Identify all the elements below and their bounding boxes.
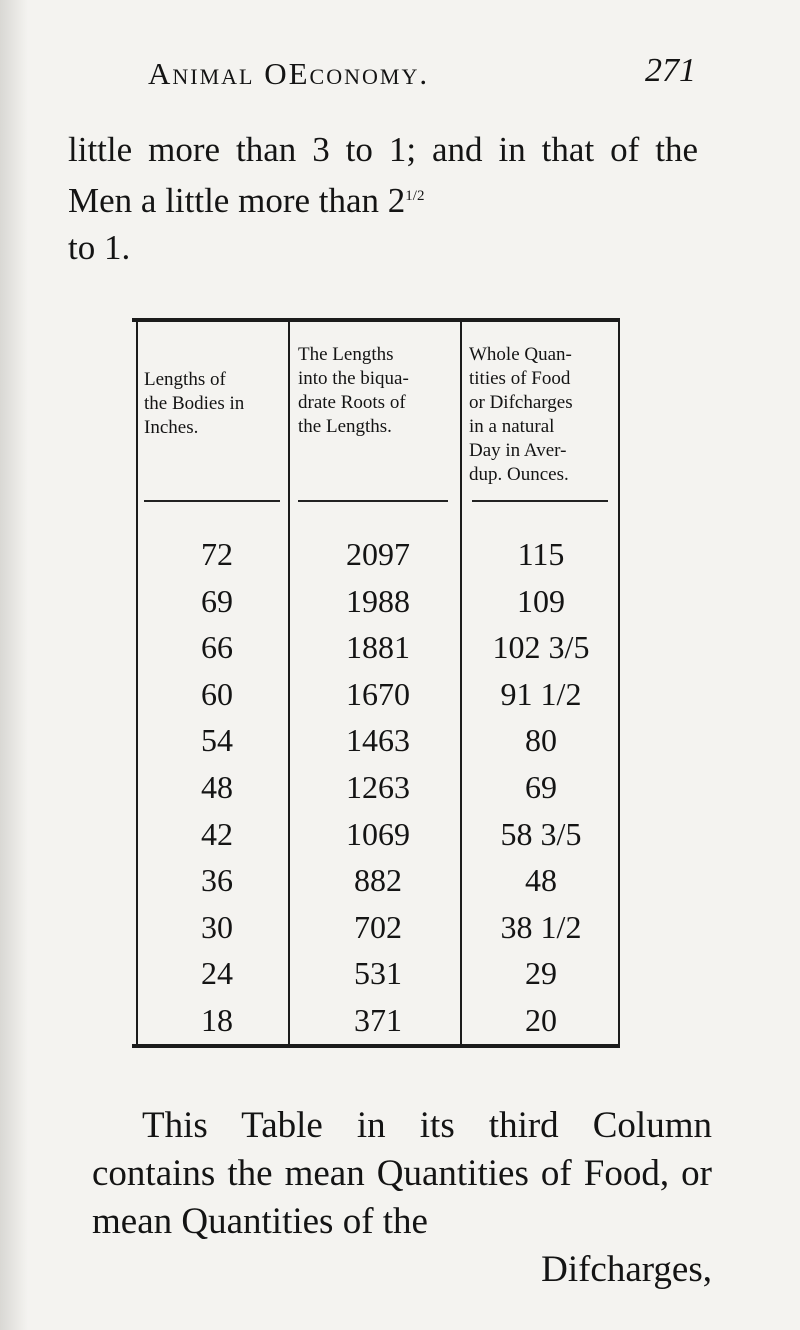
cell-root: 1263 bbox=[346, 769, 410, 805]
column-header-lengths: Lengths of the Bodies in Inches. bbox=[144, 369, 245, 438]
cell-length: 42 bbox=[201, 815, 233, 852]
catchword: Difcharges, bbox=[541, 1249, 712, 1290]
column-divider bbox=[460, 322, 462, 1044]
cell-root: 1881 bbox=[346, 629, 410, 666]
cell-root: 1670 bbox=[346, 675, 410, 712]
column-header-quantities: Whole Quan- tities of Food or Difcharges in a natural Day in Aver- dup. Ounces. bbox=[469, 344, 573, 485]
binding-shadow bbox=[0, 0, 28, 1330]
cell-length: 54 bbox=[201, 722, 233, 759]
cell-length: 36 bbox=[201, 862, 233, 899]
cell-length: 30 bbox=[201, 908, 233, 945]
table-bottom-rule bbox=[132, 1044, 620, 1048]
header-underline bbox=[472, 500, 608, 502]
header-underline bbox=[144, 500, 280, 502]
cell-quantity: 58 3/5 bbox=[500, 815, 582, 852]
paragraph-top bbox=[68, 126, 698, 271]
cell-root: 371 bbox=[354, 1002, 402, 1038]
cell-root: 1988 bbox=[346, 582, 410, 619]
running-head-title: Animal OEconomy. bbox=[148, 56, 430, 91]
cell-quantity: 48 bbox=[525, 862, 557, 899]
cell-quantity: 109 bbox=[517, 582, 565, 619]
paragraph-top-end: to 1. bbox=[68, 228, 131, 267]
paragraph-bottom bbox=[92, 1102, 712, 1294]
paragraph-bottom-text: This Table in its third Column contains the mean Quantities of Food, or mean Quantities of the bbox=[92, 1105, 712, 1242]
cell-quantity: 91 1/2 bbox=[500, 675, 582, 712]
cell-length: 48 bbox=[201, 769, 233, 805]
cell-root: 531 bbox=[354, 955, 402, 992]
paragraph-top-text: little more than 3 to 1; and in that of the Men a little more than 2 bbox=[68, 130, 698, 220]
column-divider bbox=[288, 322, 290, 1044]
cell-quantity: 80 bbox=[525, 722, 557, 759]
cell-quantity: 38 1/2 bbox=[500, 908, 582, 945]
cell-root: 702 bbox=[354, 908, 402, 945]
running-head bbox=[148, 52, 696, 96]
cell-length: 69 bbox=[201, 582, 233, 619]
cell-root: 2097 bbox=[346, 536, 410, 572]
cell-root: 882 bbox=[354, 862, 402, 899]
fraction: 1/2 bbox=[405, 188, 425, 204]
cell-quantity: 115 bbox=[517, 536, 565, 572]
cell-length: 18 bbox=[201, 1002, 233, 1038]
page-number: 271 bbox=[645, 52, 696, 89]
cell-length: 66 bbox=[201, 629, 233, 666]
cell-length: 24 bbox=[201, 955, 233, 992]
column-header-roots: The Lengths into the biqua- drate Roots of the Lengths. bbox=[298, 344, 409, 437]
cell-quantity: 29 bbox=[525, 955, 557, 992]
header-underline bbox=[298, 500, 448, 502]
cell-quantity: 102 3/5 bbox=[492, 629, 590, 666]
cell-length: 72 bbox=[201, 536, 233, 572]
cell-length: 60 bbox=[201, 675, 233, 712]
cell-root: 1069 bbox=[346, 815, 410, 852]
cell-quantity: 69 bbox=[525, 769, 557, 805]
cell-root: 1463 bbox=[346, 722, 410, 759]
cell-quantity: 20 bbox=[525, 1002, 557, 1038]
